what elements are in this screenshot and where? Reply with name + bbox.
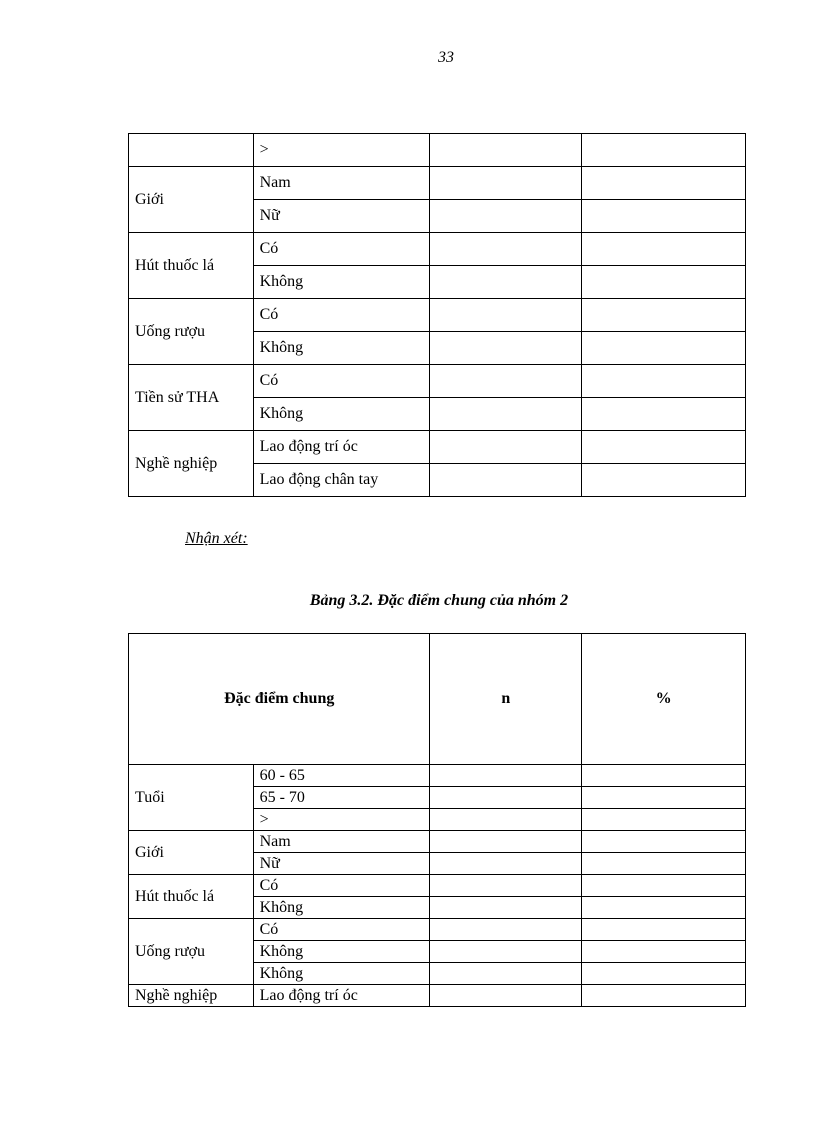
- option-cell: Không: [253, 941, 430, 963]
- percent-cell: [582, 809, 746, 831]
- percent-cell: [582, 831, 746, 853]
- n-cell: [430, 134, 582, 167]
- option-cell: Có: [253, 365, 430, 398]
- percent-cell: [582, 365, 746, 398]
- n-cell: [430, 963, 582, 985]
- table-row: [129, 985, 746, 1007]
- n-cell: [430, 365, 582, 398]
- table-row: [129, 233, 746, 266]
- n-cell: [430, 831, 582, 853]
- percent-cell: [582, 299, 746, 332]
- percent-cell: [582, 919, 746, 941]
- option-cell: Có: [253, 919, 430, 941]
- n-cell: [430, 431, 582, 464]
- n-cell: [430, 266, 582, 299]
- group-cell: Giới: [129, 167, 254, 233]
- table-row: [129, 167, 746, 200]
- option-cell: 65 - 70: [253, 787, 430, 809]
- table-row: [129, 134, 746, 167]
- option-cell: Có: [253, 875, 430, 897]
- percent-cell: [582, 266, 746, 299]
- option-cell: Có: [253, 299, 430, 332]
- option-cell: 60 - 65: [253, 765, 430, 787]
- characteristics-table-group1-continued: [128, 133, 746, 497]
- percent-cell: [582, 941, 746, 963]
- percent-cell: [582, 897, 746, 919]
- option-cell: >: [253, 134, 430, 167]
- n-cell: [430, 464, 582, 497]
- characteristics-table-group2: [128, 633, 746, 1007]
- percent-cell: [582, 464, 746, 497]
- page-number: 33: [438, 49, 454, 66]
- table-row: [129, 919, 746, 941]
- percent-cell: [582, 134, 746, 167]
- group-cell: Nghề nghiệp: [129, 985, 254, 1007]
- percent-cell: [582, 167, 746, 200]
- header-row: [129, 634, 746, 765]
- header-n: n: [430, 634, 582, 765]
- option-cell: Không: [253, 897, 430, 919]
- n-cell: [430, 853, 582, 875]
- percent-cell: [582, 787, 746, 809]
- option-cell: Nữ: [253, 200, 430, 233]
- option-cell: >: [253, 809, 430, 831]
- option-cell: Có: [253, 233, 430, 266]
- header-characteristic: Đặc điểm chung: [129, 634, 430, 765]
- group-cell: [129, 134, 254, 167]
- table-row: [129, 831, 746, 853]
- n-cell: [430, 809, 582, 831]
- option-cell: Nữ: [253, 853, 430, 875]
- percent-cell: [582, 853, 746, 875]
- option-cell: Lao động trí óc: [253, 431, 430, 464]
- group-cell: Uống rượu: [129, 299, 254, 365]
- n-cell: [430, 398, 582, 431]
- percent-cell: [582, 200, 746, 233]
- option-cell: Nam: [253, 167, 430, 200]
- option-cell: Không: [253, 332, 430, 365]
- n-cell: [430, 941, 582, 963]
- n-cell: [430, 919, 582, 941]
- percent-cell: [582, 398, 746, 431]
- percent-cell: [582, 332, 746, 365]
- n-cell: [430, 200, 582, 233]
- group-cell: Tuổi: [129, 765, 254, 831]
- percent-cell: [582, 233, 746, 266]
- percent-cell: [582, 875, 746, 897]
- percent-cell: [582, 431, 746, 464]
- table-row: [129, 875, 746, 897]
- table-row: [129, 765, 746, 787]
- table-title: Bảng 3.2. Đặc điểm chung của nhóm 2: [309, 592, 569, 609]
- table-row: [129, 299, 746, 332]
- header-percent: %: [582, 634, 746, 765]
- n-cell: [430, 897, 582, 919]
- option-cell: Không: [253, 398, 430, 431]
- group-cell: Hút thuốc lá: [129, 875, 254, 919]
- percent-cell: [582, 765, 746, 787]
- option-cell: Lao động trí óc: [253, 985, 430, 1007]
- n-cell: [430, 765, 582, 787]
- n-cell: [430, 299, 582, 332]
- n-cell: [430, 985, 582, 1007]
- table-row: [129, 431, 746, 464]
- percent-cell: [582, 985, 746, 1007]
- n-cell: [430, 787, 582, 809]
- group-cell: Uống rượu: [129, 919, 254, 985]
- table-row: [129, 365, 746, 398]
- option-cell: Không: [253, 963, 430, 985]
- group-cell: Giới: [129, 831, 254, 875]
- group-cell: Hút thuốc lá: [129, 233, 254, 299]
- n-cell: [430, 875, 582, 897]
- group-cell: Nghề nghiệp: [129, 431, 254, 497]
- percent-cell: [582, 963, 746, 985]
- option-cell: Không: [253, 266, 430, 299]
- group-cell: Tiền sử THA: [129, 365, 254, 431]
- option-cell: Nam: [253, 831, 430, 853]
- n-cell: [430, 167, 582, 200]
- remark-label: Nhận xét:: [185, 530, 248, 547]
- n-cell: [430, 233, 582, 266]
- option-cell: Lao động chân tay: [253, 464, 430, 497]
- n-cell: [430, 332, 582, 365]
